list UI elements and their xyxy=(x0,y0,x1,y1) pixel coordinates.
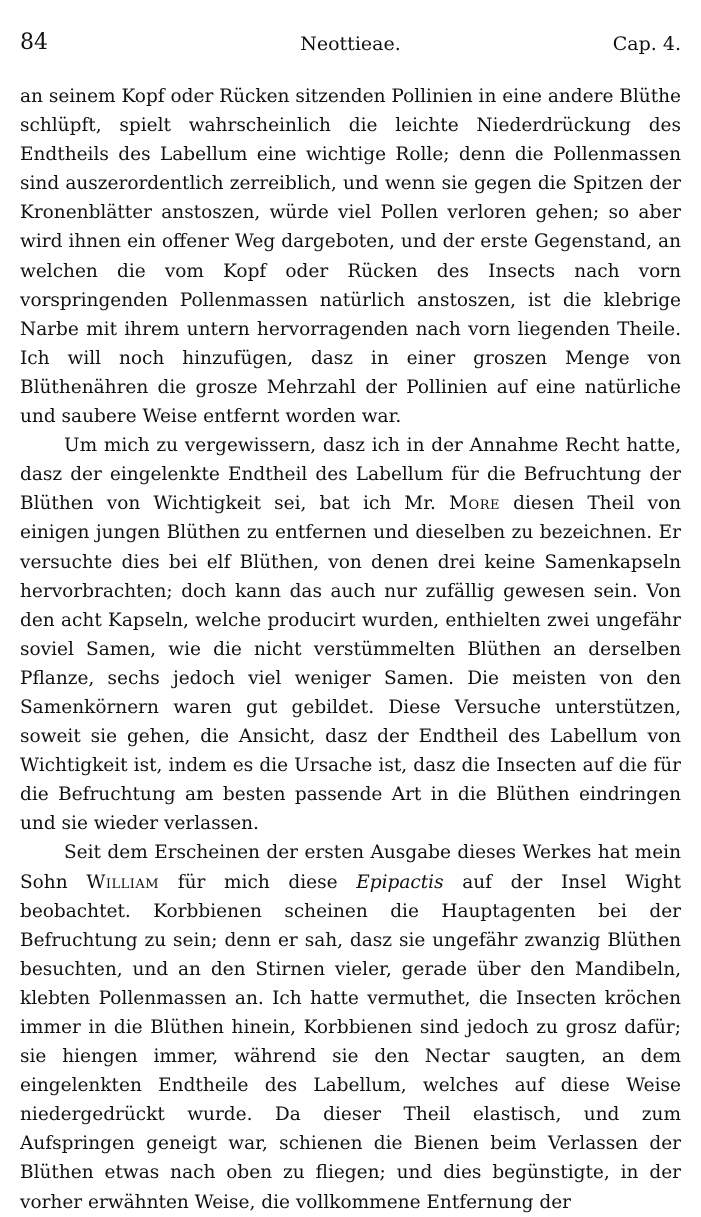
page-body xyxy=(20,82,681,1217)
chapter-label: Cap. 4. xyxy=(612,33,681,55)
paragraph-observation xyxy=(20,838,681,1216)
page-number: 84 xyxy=(20,30,48,55)
page-header xyxy=(20,30,681,60)
person-name: More xyxy=(449,493,500,515)
paragraph-text: auf der Insel Wight beobachtet. Korbbienen scheinen die Hauptagenten bei der Befruchtung zu sein; denn er sah, dasz sie ungefähr zwanzig Blüthen besuchten, und an den Stirnen vieler, gerade über den Mandibeln, klebten Pollenmassen an. Ich hatte vermuthet, die Insecten kröchen immer in die Blüthen hinein, Korbbienen sind jedoch zu grosz dafür; sie hiengen immer, während sie den Nectar saugten, an dem eingelenkten Endtheile des Labellum, welches auf diese Weise niedergedrückt wurde. Da dieser Theil elastisch, und zum Aufspringen geneigt war, schienen die Bienen beim Verlassen der Blüthen etwas nach oben zu fliegen; und dies begünstigte, in der vorher erwähnten Weise, die vollkommene Entfernung der xyxy=(20,871,682,1213)
paragraph-continuation: an seinem Kopf oder Rücken sitzenden Pollinien in eine andere Blüthe schlüpft, spielt wahrscheinlich die leichte Niederdrückung des Endtheils des Labellum eine wichtige Rolle; denn die Pollenmassen sind auszerordentlich zerreiblich, und wenn sie gegen die Spitzen der Kronenblätter anstoszen, würde viel Pollen verloren gehen; so aber wird ihnen ein offener Weg dargeboten, und der erste Gegenstand, an welchen die vom Kopf oder Rücken des Insects nach vorn vorspringenden Pollenmassen natürlich anstoszen, ist die klebrige Narbe mit ihrem untern hervorragenden nach vorn liegenden Theile. Ich will noch hinzufügen, dasz in einer groszen Menge von Blüthenähren die grosze Mehrzahl der Pollinien auf eine natürliche und saubere Weise entfernt worden war. xyxy=(20,86,681,428)
paragraph-text: für mich diese xyxy=(159,871,357,893)
running-title: Neottieae. xyxy=(300,33,401,55)
person-name: William xyxy=(86,871,160,893)
genus-name: Epipactis xyxy=(356,871,444,893)
paragraph-text: Um mich zu vergewissern, dasz ich in der Annahme Recht hatte, dasz der eingelenkte Endtheil des Labellum für die Befruchtung der Blüthen von Wichtigkeit sei, bat ich Mr. xyxy=(20,435,681,515)
paragraph-experiment xyxy=(20,431,681,838)
paragraph-text: Seit dem Erscheinen der ersten Ausgabe dieses Werkes hat mein Sohn xyxy=(20,842,681,893)
paragraph-text: diesen Theil von einigen jungen Blüthen zu entfernen und dieselben zu bezeichnen. Er versuchte dies bei elf Blüthen, von denen drei keine Samenkapseln hervorbrachten; doch kann das auch nur zufällig gewesen sein. Von den acht Kapseln, welche producirt wurden, enthielten zwei ungefähr soviel Samen, wie die nicht verstümmelten Blüthen an derselben Pflanze, sechs jedoch viel weniger Samen. Die meisten von den Samenkörnern waren gut gebildet. Diese Versuche unterstützen, soweit sie gehen, die Ansicht, dasz der Endtheil des Labellum von Wichtigkeit ist, indem es die Ursache ist, dasz die Insecten auf die für die Befruchtung am besten passende Art in die Blüthen eindringen und sie wieder verlassen. xyxy=(20,493,682,835)
